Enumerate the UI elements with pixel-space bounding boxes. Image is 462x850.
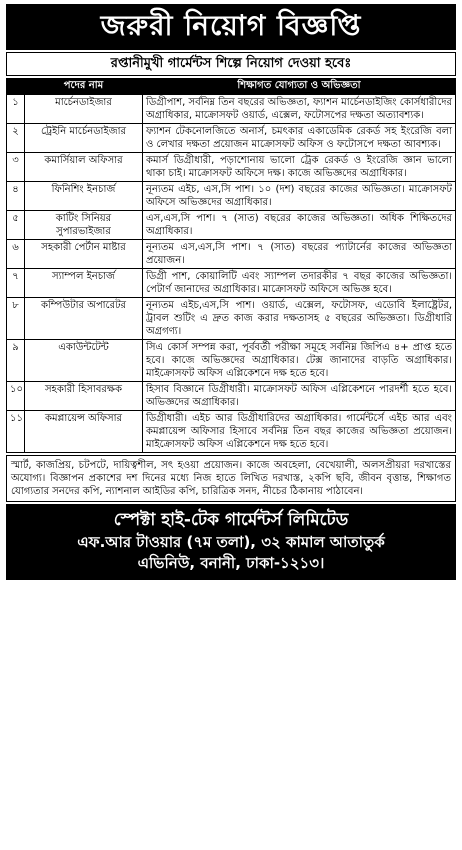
qualification-text: হিসাব বিজ্ঞানে ডিগ্রীধারী। মাক্রোসফট অফিস এপ্লিকেশনে পারদর্শী হতে হবে। অভিজ্ঞদের অগ্রাধিকার। [143,382,456,411]
post-name: সহকারী হিসাবরক্ষক [25,382,143,411]
page-title: জরুরী নিয়োগ বিজ্ঞপ্তি [6,4,456,50]
qualification-text: নূন্যতম এইচ,এস,সি পাশ। ওয়ার্ড, এক্সেল, ফটোসফ, এডোবি ইলাষ্ট্রেটর, ট্রাবল শুটিং এ দ্রুত কাজ করার দক্ষতাসহ ৫ বছরের অভিজ্ঞতা। ডিগ্রীধারি অগ্রগণ্য। [143,298,456,340]
post-name: ফিনিশিং ইনচার্জ [25,182,143,211]
qualification-text: ফ্যাশন টেকনোলজিতে অনার্স, চমৎকার একাডেমিক রেকর্ড সহ ইংরেজি বলা ও লেখার দক্ষতা প্রয়োজন মাক্রোসফট অফিস ও ফটোসপে দক্ষতা আবশ্যক। [143,124,456,153]
table-row [7,298,456,340]
table-row [7,182,456,211]
header-qualification: শিক্ষাগত যোগ্যতা ও অভিজ্ঞতা [143,79,456,95]
table-row [7,95,456,124]
qualification-text: নূন্যতম এইচ, এস,সি পাশ। ১০ (দশ) বছরের কাজের অভিজ্ঞতা। মাক্রোসফট অফিসে অভিজ্ঞদের অগ্রাধিকার। [143,182,456,211]
post-name: কম্পিউটার অপারেটর [25,298,143,340]
table-row [7,411,456,453]
application-instructions: স্মার্ট, কাজপ্রিয়, চটপটে, দায়িত্বশীল, সৎ হওয়া প্রয়োজন। কাজে অবহেলা, বেখেয়ালী, অলসপ্রীয়রা দরখাস্তের অযোগ্য। বিজ্ঞাপন প্রকাশের দশ দিনের মধ্যে নিজ হাতে লিখিত দরখাস্ত, ২কপি ছবি, জীবন বৃত্তান্ত, শিক্ষাগত যোগ্যতার সনদের কপি, ন্যাশনাল আইডির কপি, চারিত্রিক সনদ, নীচের ঠিকানায় পাঠাবেন। [6,455,456,502]
row-number: ৮ [7,298,25,340]
table-row [7,340,456,382]
row-number: ১০ [7,382,25,411]
qualification-text: ডিগ্রীপাশ, সর্বনিম্ন তিন বছরের অভিজ্ঞতা, ফ্যাশন মার্চেনডাইজিং কোর্সধারীদের অগ্রাধিকার, মাক্রোসফট ওয়ার্ড, এক্সেল, ফটোসপের দক্ষতা অত্যাবশ্যক। [143,95,456,124]
table-row [7,211,456,240]
qualification-text: নূন্যতম এস,এস,সি পাশ। ৭ (সাত) বছরের প্যাটার্নের কাজের অভিজ্ঞতা প্রয়োজন। [143,240,456,269]
row-number: ৩ [7,153,25,182]
table-row [7,269,456,298]
post-name: কমপ্লায়েন্স অফিসার [25,411,143,453]
table-header-row [7,79,456,95]
company-address-line-1: এফ.আর টাওয়ার (৭ম তলা), ৩২ কামাল আতাতুর্ক [77,533,385,551]
page-subtitle: রপ্তানীমুখী গার্মেন্টস শিল্পে নিয়োগ দেওয়া হবেঃ [6,52,456,76]
post-name: কমার্সিয়াল অফিসার [25,153,143,182]
row-number: ৫ [7,211,25,240]
row-number: ১ [7,95,25,124]
qualification-text: ডিগ্রীধারী। এইচ আর ডিগ্রীধারিদের অগ্রাধিকার। গার্মেন্টর্সে এইচ আর এবং কমপ্লায়েন্স অফিসার হিসাবে সর্বনিম্ন তিন বছর কাজের অভিজ্ঞতা প্রয়োজন। মাইক্রোসফট অফিস এপ্লিকেশনে দক্ষ হতে হবে। [143,411,456,453]
post-name: স্যাম্পল ইনচার্জ [25,269,143,298]
table-row [7,382,456,411]
jobs-table [6,78,456,453]
header-no [7,79,25,95]
qualification-text: ডিগ্রী পাশ, কোয়ালিটি এবং স্যাম্পল তদারকীর ৭ বছর কাজের অভিজ্ঞতা। পেটার্ণ জানাদের অগ্রাধিকার। মাক্রোসফট অফিসে অভিজ্ঞ হবে। [143,269,456,298]
company-block [6,504,456,580]
company-address-line-2: এভিনিউ, বনানী, ঢাকা-১২১৩। [137,554,325,572]
job-advertisement [0,4,462,850]
company-name: স্পেক্টা হাই-টেক গার্মেন্টর্স লিমিটেড [113,510,349,530]
row-number: ৪ [7,182,25,211]
post-name: মার্চেনডাইজার [25,95,143,124]
post-name: একাউন্টটেন্ট [25,340,143,382]
qualification-text: এস,এস,সি পাশ। ৭ (সাত) বছরের কাজের অভিজ্ঞতা। অধিক শিক্ষিতদের অগ্রাধিকার। [143,211,456,240]
table-row [7,240,456,269]
qualification-text: সিএ কোর্স সম্পন্ন করা, পূর্ববর্তী পরীক্ষা সমূহে সর্বনিম্ন জিপিএ ৪+ প্রাপ্ত হতে হবে। কাজে অভিজ্ঞদের অগ্রাধিকার। টেক্স জানাদের বাড়তি অগ্রাধিকার। মাইক্রোসফট অফিস এপ্লিকেশনে দক্ষ হতে হবে। [143,340,456,382]
table-row [7,124,456,153]
table-row [7,153,456,182]
qualification-text: কমার্স ডিগ্রীধারী, পড়াশোনায় ভালো ট্রেক রেকর্ড ও ইংরেজি জ্ঞান ভালো থাকা চাই। মাক্রোসফট অফিসে দক্ষ। কাজে অভিজ্ঞদের অগ্রাধিকার। [143,153,456,182]
post-name: ট্রেইনি মার্চেনডাইজার [25,124,143,153]
header-post: পদের নাম [25,79,143,95]
row-number: ২ [7,124,25,153]
row-number: ১১ [7,411,25,453]
post-name: কাটিং সিনিয়র সুপারভাইজার [25,211,143,240]
row-number: ৯ [7,340,25,382]
post-name: সহকারী পের্টান মাষ্টার [25,240,143,269]
row-number: ৭ [7,269,25,298]
row-number: ৬ [7,240,25,269]
